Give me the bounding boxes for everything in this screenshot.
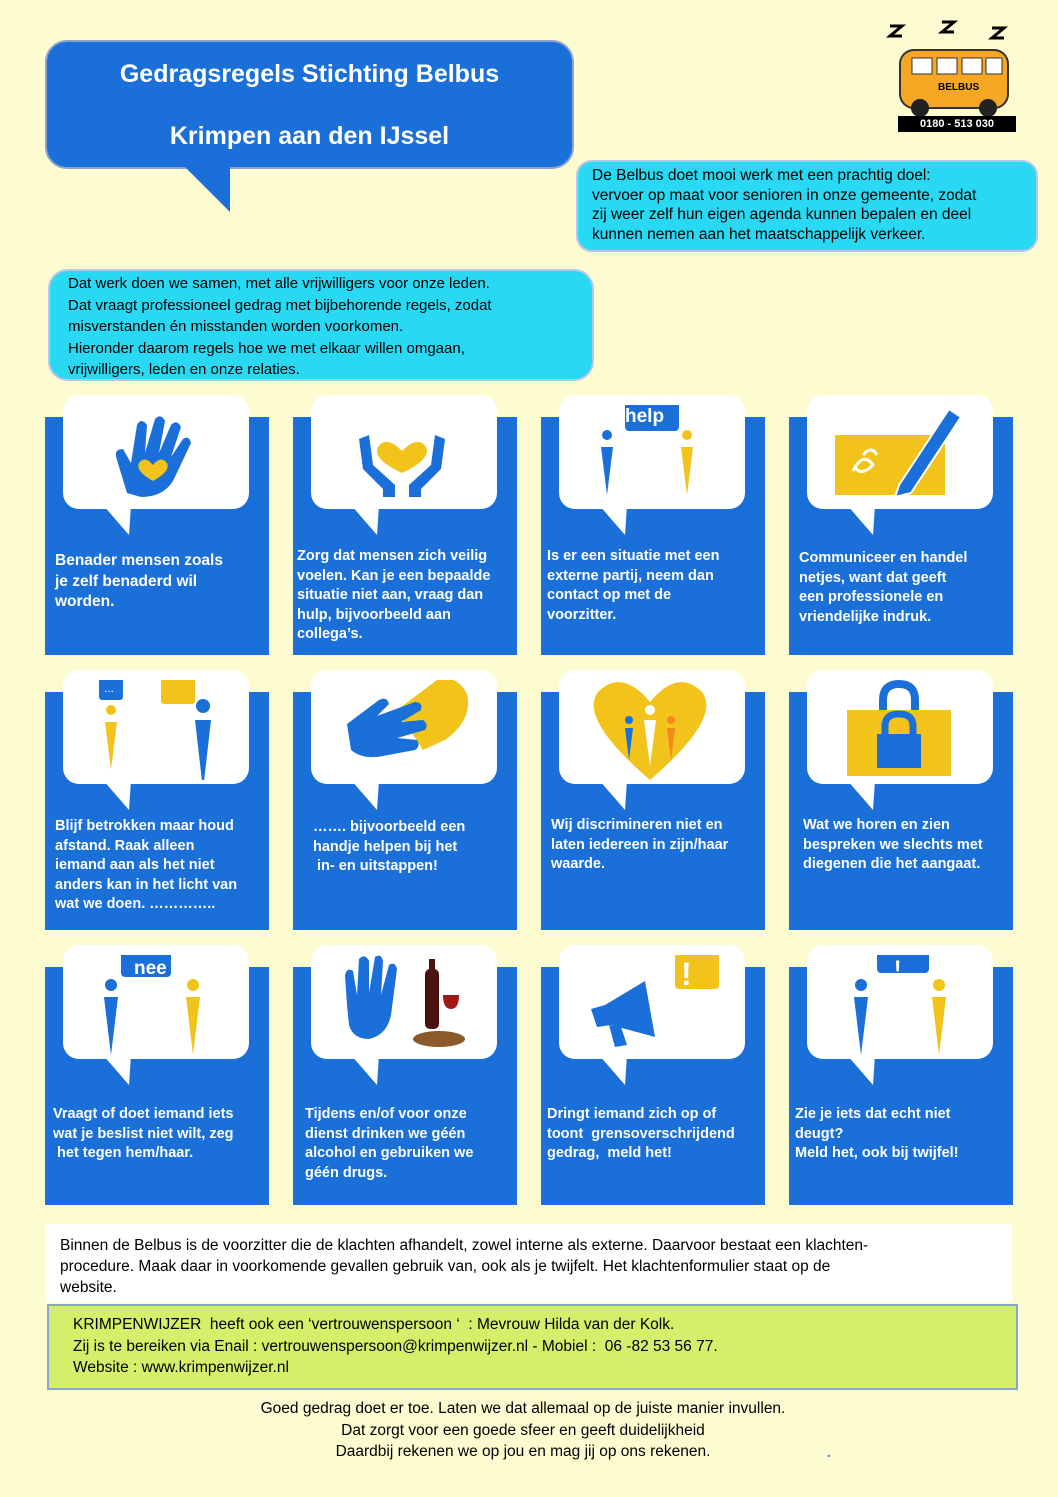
- signature-pen-icon: [823, 405, 973, 505]
- intro-right-line: kunnen nemen aan het maatschappelijk verkeer.: [592, 225, 926, 243]
- intro-right-line: zij weer zelf hun eigen agenda kunnen bepalen en deel: [592, 206, 972, 223]
- caring-hands-heart-icon: [327, 405, 477, 505]
- complaints-section: [46, 1224, 1012, 1302]
- card-line: vriendelijke indruk.: [799, 608, 932, 625]
- footer-line: Daardbij rekenen we op jou en mag jij op ons rekenen.: [335, 1443, 711, 1460]
- card-bubble-tail: [847, 1055, 877, 1087]
- card-line: handje helpen bij het: [313, 838, 458, 855]
- card-line: dienst drinken we géén: [305, 1125, 466, 1142]
- alert-label: !: [894, 956, 902, 981]
- card-line: alcohol en gebruiken we: [305, 1145, 474, 1161]
- card-line: deugt?: [795, 1125, 844, 1142]
- intro-right-line: vervoer op maat voor senioren in onze gemeente, zodat: [592, 186, 977, 204]
- card-line: voorzitter.: [547, 606, 617, 623]
- card-line: in- en uitstappen!: [313, 858, 438, 874]
- intro-left-line: Dat vraagt professioneel gedrag met bijbehorende regels, zodat: [68, 296, 492, 314]
- complaints-line: website.: [60, 1279, 117, 1296]
- footer-line: Dat zorgt voor een goede sfeer en geeft duidelijkheid: [341, 1421, 705, 1439]
- card-line: voelen. Kan je een bepaalde: [297, 567, 491, 584]
- card-bubble-tail: [351, 780, 381, 812]
- rule-card-3: [541, 406, 765, 655]
- card-line: bespreken we slechts met: [803, 836, 983, 853]
- stop-hand-wine-icon: [327, 955, 477, 1055]
- card-line: Benader mensen zoals: [55, 552, 223, 569]
- card-line: Tijdens en/of voor onze: [305, 1106, 467, 1122]
- card-text: [803, 816, 1007, 875]
- rule-card-1: [45, 417, 269, 655]
- talking-people-icon: [79, 680, 229, 780]
- card-line: collega’s.: [297, 626, 363, 642]
- card-bubble-tail: [599, 780, 629, 812]
- card-line: worden.: [55, 593, 115, 610]
- rule-card-4: [789, 417, 1013, 655]
- card-line: contact op met de: [547, 587, 672, 603]
- intro-left-bubble: [48, 269, 594, 381]
- card-line: Meld het, ook bij twijfel!: [795, 1145, 959, 1161]
- card-bubble-tail: [351, 1055, 381, 1087]
- card-line: Zorg dat mensen zich veilig: [297, 548, 488, 564]
- contact-website[interactable]: Website : www.krimpenwijzer.nl: [73, 1359, 289, 1376]
- card-line: toont grensoverschrijdend: [547, 1125, 735, 1142]
- card-line: situatie niet aan, vraag dan: [297, 587, 484, 603]
- card-text: [795, 1105, 1007, 1164]
- footer-dot: .: [826, 1440, 832, 1462]
- card-text: [55, 817, 263, 915]
- card-line: gedrag, meld het!: [547, 1145, 672, 1161]
- svg-text:...: ...: [104, 681, 115, 695]
- rule-card-9: [45, 958, 269, 1205]
- footer-line: Goed gedrag doet er toe. Laten we dat allemaal op de juiste manier invullen.: [260, 1400, 786, 1417]
- card-line: externe partij, neem dan: [547, 567, 714, 584]
- card-line: ……. bijvoorbeeld een: [313, 819, 466, 835]
- intro-left-line: vrijwilligers, leden en onze relaties.: [68, 361, 300, 378]
- card-line: Wij discrimineren niet en: [551, 817, 723, 833]
- rule-card-5: [45, 681, 269, 930]
- card-bubble-tail: [351, 505, 381, 537]
- page-title: Gedragsregels Stichting Belbus: [119, 60, 500, 88]
- card-line: Communiceer en handel: [799, 550, 968, 566]
- card-bubble-tail: [599, 505, 629, 537]
- rule-card-11: [541, 956, 765, 1205]
- heart-people-icon: [575, 680, 725, 780]
- card-text: [313, 818, 511, 877]
- card-text: [551, 816, 759, 875]
- rule-card-7: [541, 692, 765, 930]
- card-line: Is er een situatie met een: [547, 548, 720, 564]
- page-subtitle: Krimpen aan den IJssel: [169, 122, 450, 150]
- intro-left-line: Dat werk doen we samen, met alle vrijwilligers voor onze leden.: [68, 275, 490, 292]
- card-line: diegenen die het aangaat.: [803, 856, 981, 872]
- rule-card-12: [789, 956, 1013, 1205]
- intro-right-line: De Belbus doet mooi werk met een prachtig doel:: [592, 167, 931, 184]
- lock-background: [847, 710, 951, 776]
- contact-box: [47, 1304, 1018, 1390]
- intro-left-line: misverstanden én misstanden worden voorkomen.: [68, 318, 404, 335]
- card-line: netjes, want dat geeft: [799, 569, 947, 586]
- card-line: Blijf betrokken maar houd: [55, 818, 234, 834]
- card-line: een professionele en: [799, 589, 944, 605]
- alert-label: !: [681, 956, 692, 992]
- nee-label: nee: [134, 958, 167, 979]
- card-line: wat je beslist niet wilt, zeg: [53, 1125, 234, 1142]
- complaints-line: Binnen de Belbus is de voorzitter die de klachten afhandelt, zowel interne als externe. Daarvoor bestaat een klachten-: [60, 1237, 869, 1254]
- card-line: laten iedereen in zijn/haar: [551, 836, 729, 853]
- title-bubble: [45, 40, 574, 169]
- card-text: [799, 549, 1007, 627]
- card-line: Zie je iets dat echt niet: [795, 1106, 951, 1122]
- complaints-line: procedure. Maak daar in voorkomende gevallen gebruik van, ook als je twijfelt. Het klachtenformulier staat op de: [60, 1258, 831, 1275]
- card-text: [305, 1105, 511, 1183]
- card-bubble-tail: [847, 780, 877, 812]
- card-bubble-tail: [103, 780, 133, 812]
- card-line: hulp, bijvoorbeeld aan: [297, 606, 451, 623]
- card-line: anders kan in het licht van: [55, 876, 238, 893]
- intro-right-bubble: [576, 160, 1038, 252]
- card-bubble-tail: [599, 1055, 629, 1087]
- help-label: help: [625, 406, 665, 427]
- card-line: je zelf benaderd wil: [55, 572, 198, 590]
- contact-line: KRIMPENWIJZER heeft ook een ‘vertrouwenspersoon ‘ : Mevrouw Hilda van der Kolk.: [73, 1316, 675, 1333]
- card-line: waarde.: [551, 856, 605, 872]
- card-line: iemand aan als het niet: [55, 857, 215, 873]
- logo-brand: BELBUS: [938, 82, 980, 93]
- logo-phone: 0180 - 513 030: [898, 116, 1016, 132]
- card-text: [55, 551, 263, 613]
- card-line: wat we doen. …………..: [55, 896, 216, 912]
- heart-hand-icon: [79, 405, 229, 505]
- helping-hands-icon: [327, 680, 477, 780]
- card-line: Wat we horen en zien: [803, 817, 950, 833]
- card-line: Dringt iemand zich op of: [547, 1106, 717, 1122]
- card-bubble-tail: [847, 505, 877, 537]
- belbus-logo: [882, 20, 1018, 135]
- card-bubble-tail: [103, 1055, 133, 1087]
- card-text: [297, 547, 511, 645]
- footer: [40, 1398, 1006, 1463]
- card-bubble-tail: [103, 505, 133, 537]
- contact-line: Zij is te bereiken via Enail : vertrouwenspersoon@krimpenwijzer.nl - Mobiel : 06 -82 53 56 77.: [73, 1337, 718, 1355]
- megaphone-alert-icon: [575, 955, 725, 1055]
- rule-card-10: [293, 967, 517, 1205]
- card-text: [547, 547, 759, 625]
- card-line: géén drugs.: [305, 1164, 388, 1181]
- rule-card-6: [293, 692, 517, 930]
- rule-card-2: [293, 417, 517, 655]
- card-text: [547, 1105, 759, 1164]
- intro-left-line: Hieronder daarom regels hoe we met elkaar willen omgaan,: [68, 339, 465, 357]
- card-line: Vraagt of doet iemand iets: [53, 1106, 234, 1122]
- rule-card-8: [789, 692, 1013, 930]
- card-text: [53, 1105, 263, 1164]
- title-bubble-tail: [180, 162, 240, 217]
- card-line: het tegen hem/haar.: [53, 1145, 194, 1161]
- card-line: afstand. Raak alleen: [55, 837, 195, 854]
